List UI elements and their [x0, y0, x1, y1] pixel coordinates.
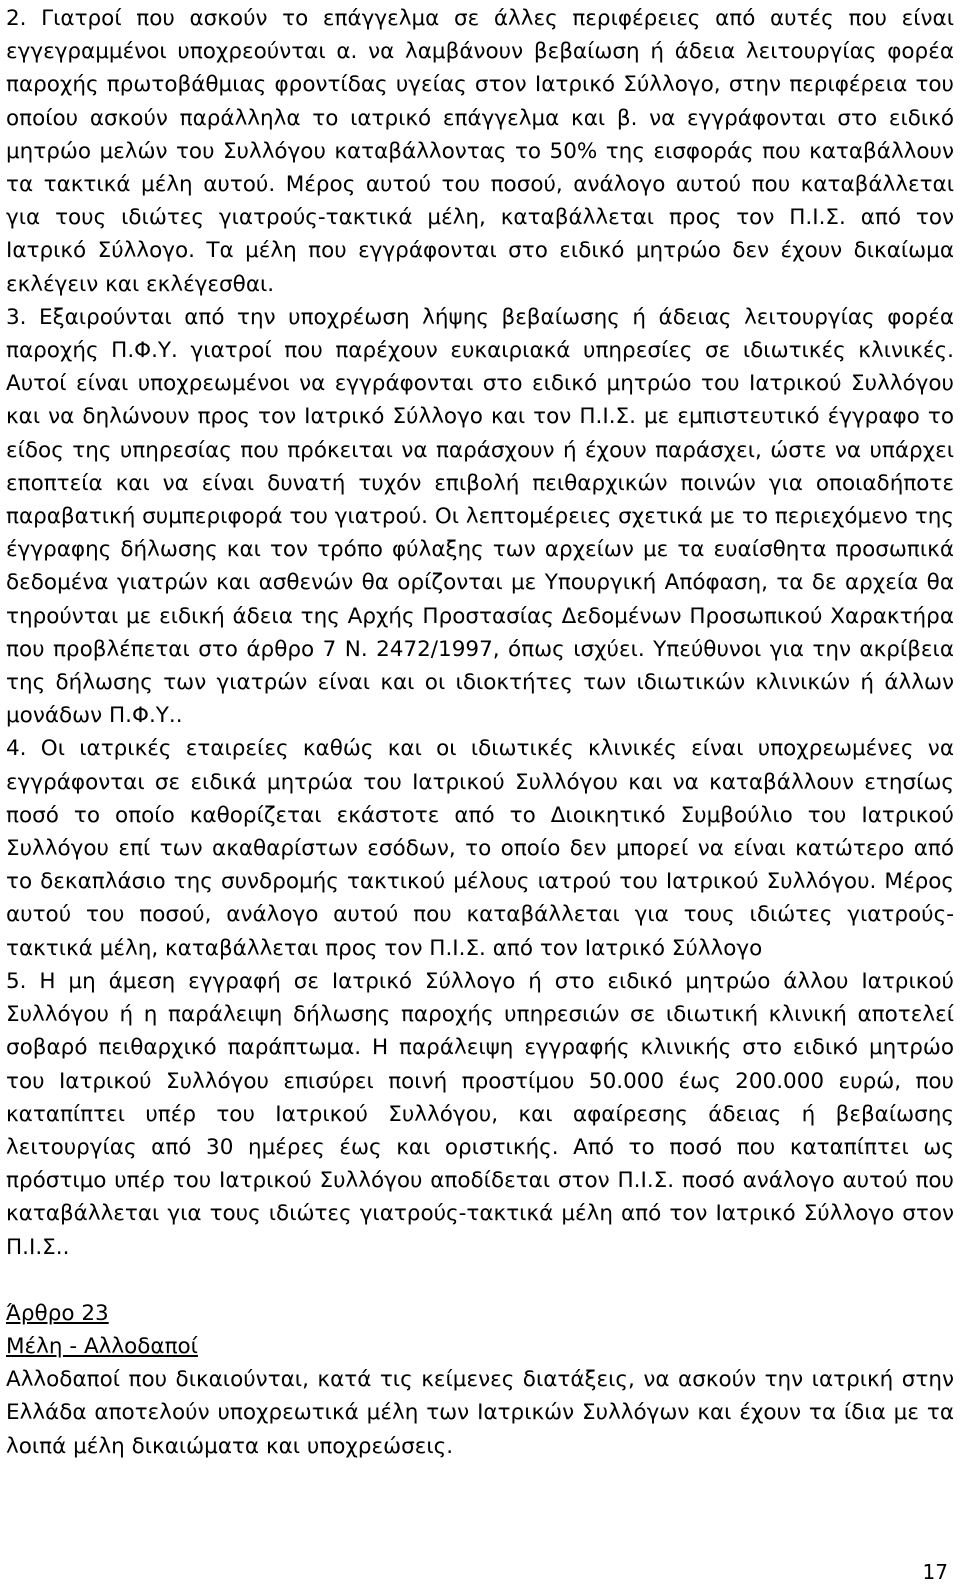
- paragraph-4: 4. Οι ιατρικές εταιρείες καθώς και οι ιδιωτικές κλινικές είναι υποχρεωμένες να εγγράφονται σε ειδικά μητρώα του Ιατρικού Συλλόγου και να καταβάλλουν ετησίως ποσό το οποίο καθορίζεται εκάστοτε από το Διοικητικό Συμβούλιο του Ιατρικού Συλλόγου επί των ακαθαρίστων εσόδων, το οποίο δεν μπορεί να είναι κατώτερο από το δεκαπλάσιο της συνδρομής τακτικού μέλους ιατρού του Ιατρικού Συλλόγου. Μέρος αυτού του ποσού, ανάλογο αυτού που καταβάλλεται για τους ιδιώτες γιατρούς-τακτικά μέλη, καταβάλλεται προς τον Π.Ι.Σ. από τον Ιατρικό Σύλλογο: [6, 736, 954, 961]
- paragraph-2: 2. Γιατροί που ασκούν το επάγγελμα σε άλλες περιφέρειες από αυτές που είναι εγγεγραμμένοι υποχρεούνται α. να λαμβάνουν βεβαίωση ή άδεια λειτουργίας φορέα παροχής πρωτοβάθμιας φροντίδας υγείας στον Ιατρικό Σύλλογο, στην περιφέρεια του οποίου ασκούν παράλληλα το ιατρικό επάγγελμα και β. να εγγράφονται στο ειδικό μητρώο μελών του Συλλόγου καταβάλλοντας το 50% της εισφοράς που καταβάλλουν τα τακτικά μέλη αυτού. Μέρος αυτού του ποσού, ανάλογο αυτού που καταβάλλεται για τους ιδιώτες γιατρούς-τακτικά μέλη, καταβάλλεται προς τον Π.Ι.Σ. από τον Ιατρικό Σύλλογο. Τα μέλη που εγγράφονται στο ειδικό μητρώο δεν έχουν δικαίωμα εκλέγειν και εκλέγεσθαι.: [6, 6, 954, 297]
- blank-line: [6, 1264, 954, 1297]
- article-body: Αλλοδαποί που δικαιούνται, κατά τις κείμενες διατάξεις, να ασκούν την ιατρική στην Ελλάδα αποτελούν υποχρεωτικά μέλη των Ιατρικών Συλλόγων και έχουν τα ίδια με τα λοιπά μέλη δικαιώματα και υποχρεώσεις.: [6, 1367, 954, 1459]
- page-number: 17: [922, 1560, 948, 1584]
- document-page: [6, 2, 954, 1463]
- article-number: Άρθρο 23: [6, 1300, 109, 1326]
- paragraph-5: 5. Η μη άμεση εγγραφή σε Ιατρικό Σύλλογο ή στο ειδικό μητρώο άλλου Ιατρικού Συλλόγου ή η παράλειψη δήλωσης παροχής υπηρεσιών σε ιδιωτική κλινική αποτελεί σοβαρό πειθαρχικό παράπτωμα. Η παράλειψη εγγραφής κλινικής στο ειδικό μητρώο του Ιατρικού Συλλόγου επισύρει ποινή προστίμου 50.000 έως 200.000 ευρώ, που καταπίπτει υπέρ του Ιατρικού Συλλόγου, και αφαίρεσης άδειας ή βεβαίωσης λειτουργίας από 30 ημέρες έως και οριστικής. Από το ποσό που καταπίπτει ως πρόστιμο υπέρ του Ιατρικού Συλλόγου αποδίδεται στον Π.Ι.Σ. ποσό ανάλογο αυτού που καταβάλλεται για τους ιδιώτες γιατρούς-τακτικά μέλη από τον Ιατρικό Σύλλογο στον Π.Ι.Σ..: [6, 968, 954, 1260]
- article-title: Μέλη - Αλλοδαποί: [6, 1333, 198, 1359]
- paragraph-3: 3. Εξαιρούνται από την υποχρέωση λήψης βεβαίωσης ή άδειας λειτουργίας φορέα παροχής Π.Φ.Υ. γιατροί που παρέχουν ευκαιριακά υπηρεσίες σε ιδιωτικές κλινικές. Αυτοί είναι υποχρεωμένοι να εγγράφονται στο ειδικό μητρώο του Ιατρικού Συλλόγου και να δηλώνουν προς τον Ιατρικό Σύλλογο και τον Π.Ι.Σ. με εμπιστευτικό έγγραφο το είδος της υπηρεσίας που πρόκειται να παράσχουν ή έχουν παράσχει, ώστε να υπάρχει εποπτεία και να είναι δυνατή τυχόν επιβολή πειθαρχικών ποινών για οποιαδήποτε παραβατική συμπεριφορά του γιατρού. Οι λεπτομέρειες σχετικά με το περιεχόμενο της έγγραφης δήλωσης και τον τρόπο φύλαξης των αρχείων με τα ευαίσθητα προσωπικά δεδομένα γιατρών και ασθενών θα ορίζονται με Υπουργική Απόφαση, τα δε αρχεία θα τηρούνται με ειδική άδεια της Αρχής Προστασίας Δεδομένων Προσωπικού Χαρακτήρα που προβλέπεται στο άρθρο 7 Ν. 2472/1997, όπως ισχύει. Υπεύθυνοι για την ακρίβεια της δήλωσης των γιατρών είναι και οι ιδιοκτήτες των ιδιωτικών κλινικών ή άλλων μονάδων Π.Φ.Υ..: [6, 304, 954, 729]
